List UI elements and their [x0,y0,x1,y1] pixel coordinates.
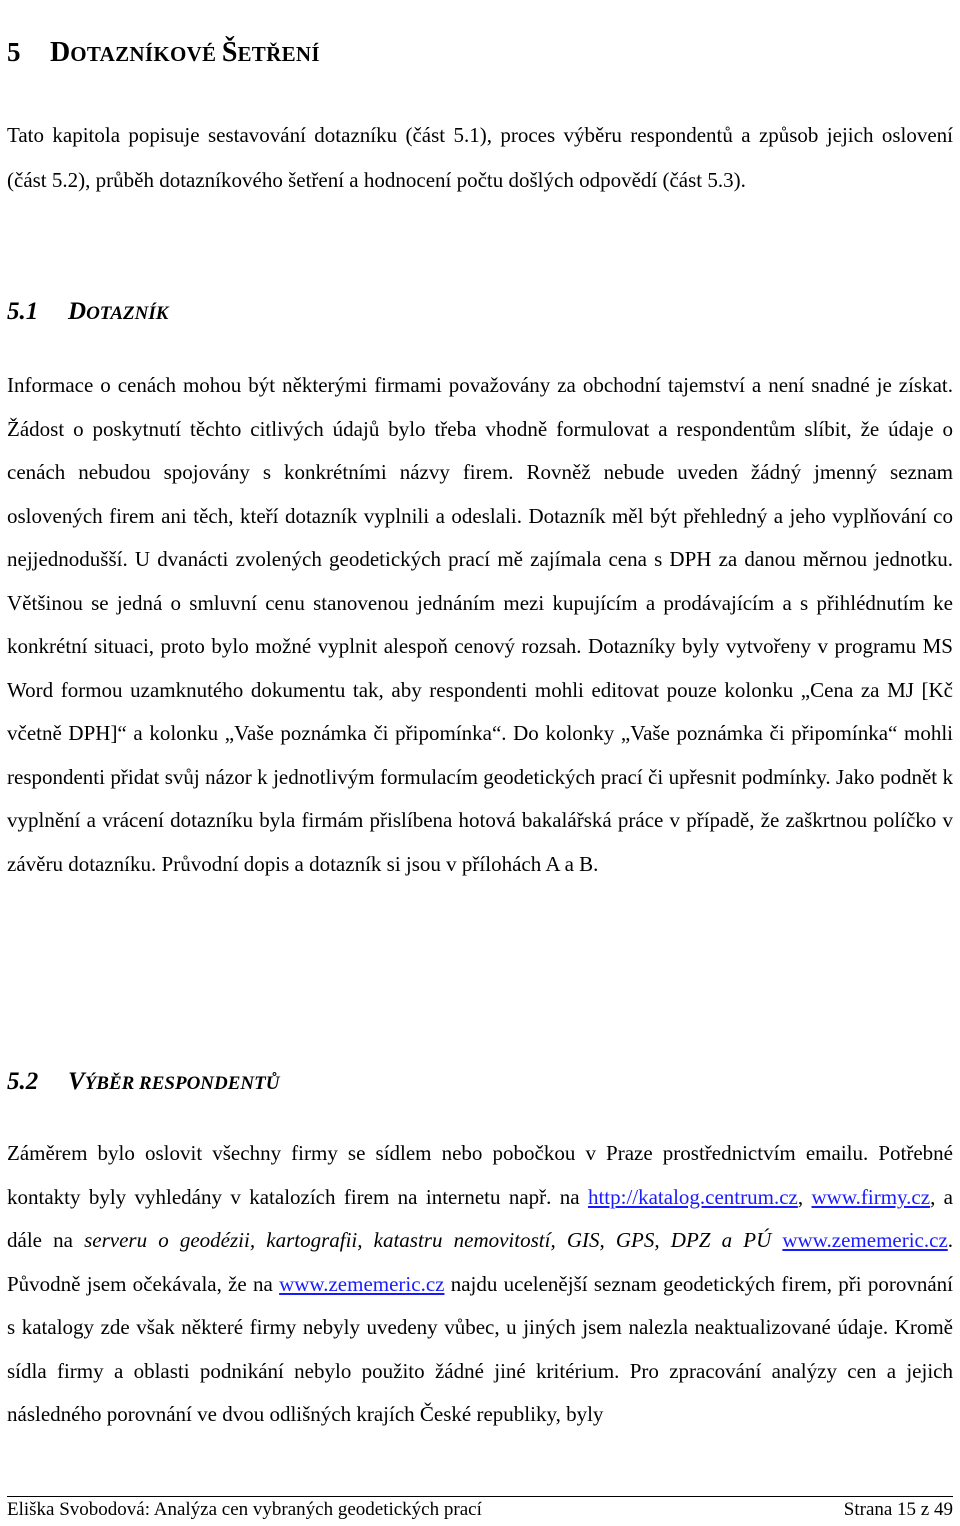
chapter-title-second-initial: Š [221,37,238,68]
section-5-2-title-rest: ÝBĚR RESPONDENTŮ [84,1073,280,1094]
footer-author-title: Eliška Svobodová: Analýza cen vybraných geodetických prací [7,1499,482,1520]
section-5-2-number: 5.2 [7,1068,39,1095]
link-zememeric[interactable]: www.zememeric.cz [782,1228,948,1252]
italic-server-description: serveru o geodézii, kartografii, katastru nemovitostí, GIS, GPS, DPZ a PÚ [84,1228,772,1252]
link-zememeric-second[interactable]: www.zememeric.cz [279,1271,445,1296]
section-5-2-heading [7,1064,279,1102]
chapter-title-rest: OTAZNÍKOVÉ [70,42,222,66]
paragraph-text: Záměrem bylo oslovit všechny firmy se sídlem nebo pobočkou v Praze prostřednictvím emailu. Potřebné kontakty byly vyhledány v katalozích firem na internetu např. na [7,1141,953,1209]
paragraph-text [771,1228,782,1252]
chapter-title-second-rest: ETŘENÍ [237,42,320,66]
chapter-title-initial: D [50,37,71,68]
section-5-1-heading [7,294,168,332]
section-5-1-paragraph: Informace o cenách mohou být některými firmami považovány za obchodní tajemství a není snadné je získat. Žádost o poskytnutí těchto citlivých údajů bylo třeba vhodně formulovat a respondentům slíbit, že údaje o cenách nebudou spojovány s konkrétními názvy firem. Rovněž nebude uveden žádný jmenný seznam oslovených firem ani těch, kteří dotazník vyplnili a odeslali. Dotazník měl být přehledný a jeho vyplňování co nejjednodušší. U dvanácti zvolených geodetických prací mě zajímala cena s DPH za danou měrnou jednotku. Většinou se jedná o smluvní cenu stanovenou jednáním mezi kupujícím a prodávajícím a s přihlédnutím ke konkrétní situaci, proto bylo možné vyplnit alespoň cenový rozsah. Dotazníky byly vytvořeny v programu MS Word formou uzamknutého dokumentu tak, aby respondenti mohli editovat pouze kolonku „Cena za MJ [Kč včetně DPH]“ a kolonku „Vaše poznámka či připomínka“. Do kolonky „Vaše poznámka či připomínka“ mohli respondenti přidat svůj názor k jednotlivým formulacím geodetických prací či upřesnit podmínky. Jako podnět k vyplnění a vrácení dotazníku byla firmám přislíbena hotová bakalářská práce v případě, že zaškrtnou políčko v závěru dotazníku. Průvodní dopis a dotazník si jsou v přílohách A a B. [7,373,953,876]
paragraph-text: . Původně jsem očekávala, že na [7,1228,954,1296]
section-5-1-title-rest: OTAZNÍK [86,303,169,324]
link-katalog-centrum[interactable]: http://katalog.centrum.cz [587,1184,798,1209]
paragraph-text: najdu ucelenější seznam geodetických firem, při porovnání s katalogy zde však některé firmy nebyly uvedeny vůbec, u jiných jsem nalezla neaktualizované údaje. Kromě sídla firmy a oblasti podnikání nebylo použito žádné jiné kritérium. Pro zpracování analýzy cen a jejich následného porovnání ve dvou odlišných krajích České republiky, byly [7,1271,953,1426]
section-5-2-title-initial: V [68,1068,85,1095]
intro-paragraph: Tato kapitola popisuje sestavování dotazníku (část 5.1), proces výběru respondentů a způsob jejich oslovení (část 5.2), průběh dotazníkového šetření a hodnocení počtu došlých odpovědí (část 5.3). [7,123,953,192]
section-5-1-title-initial: D [68,298,87,325]
paragraph-text: , [797,1184,812,1209]
paragraph-text: , a dále na [7,1184,953,1252]
footer-page-number: Strana 15 z 49 [843,1499,953,1520]
chapter-number: 5 [7,37,21,67]
page-footer [7,1496,953,1523]
section-5-1-number: 5.1 [7,298,39,325]
section-5-2-paragraph [7,1132,953,1437]
chapter-heading [7,32,320,74]
link-firmy[interactable]: www.firmy.cz [811,1184,931,1209]
